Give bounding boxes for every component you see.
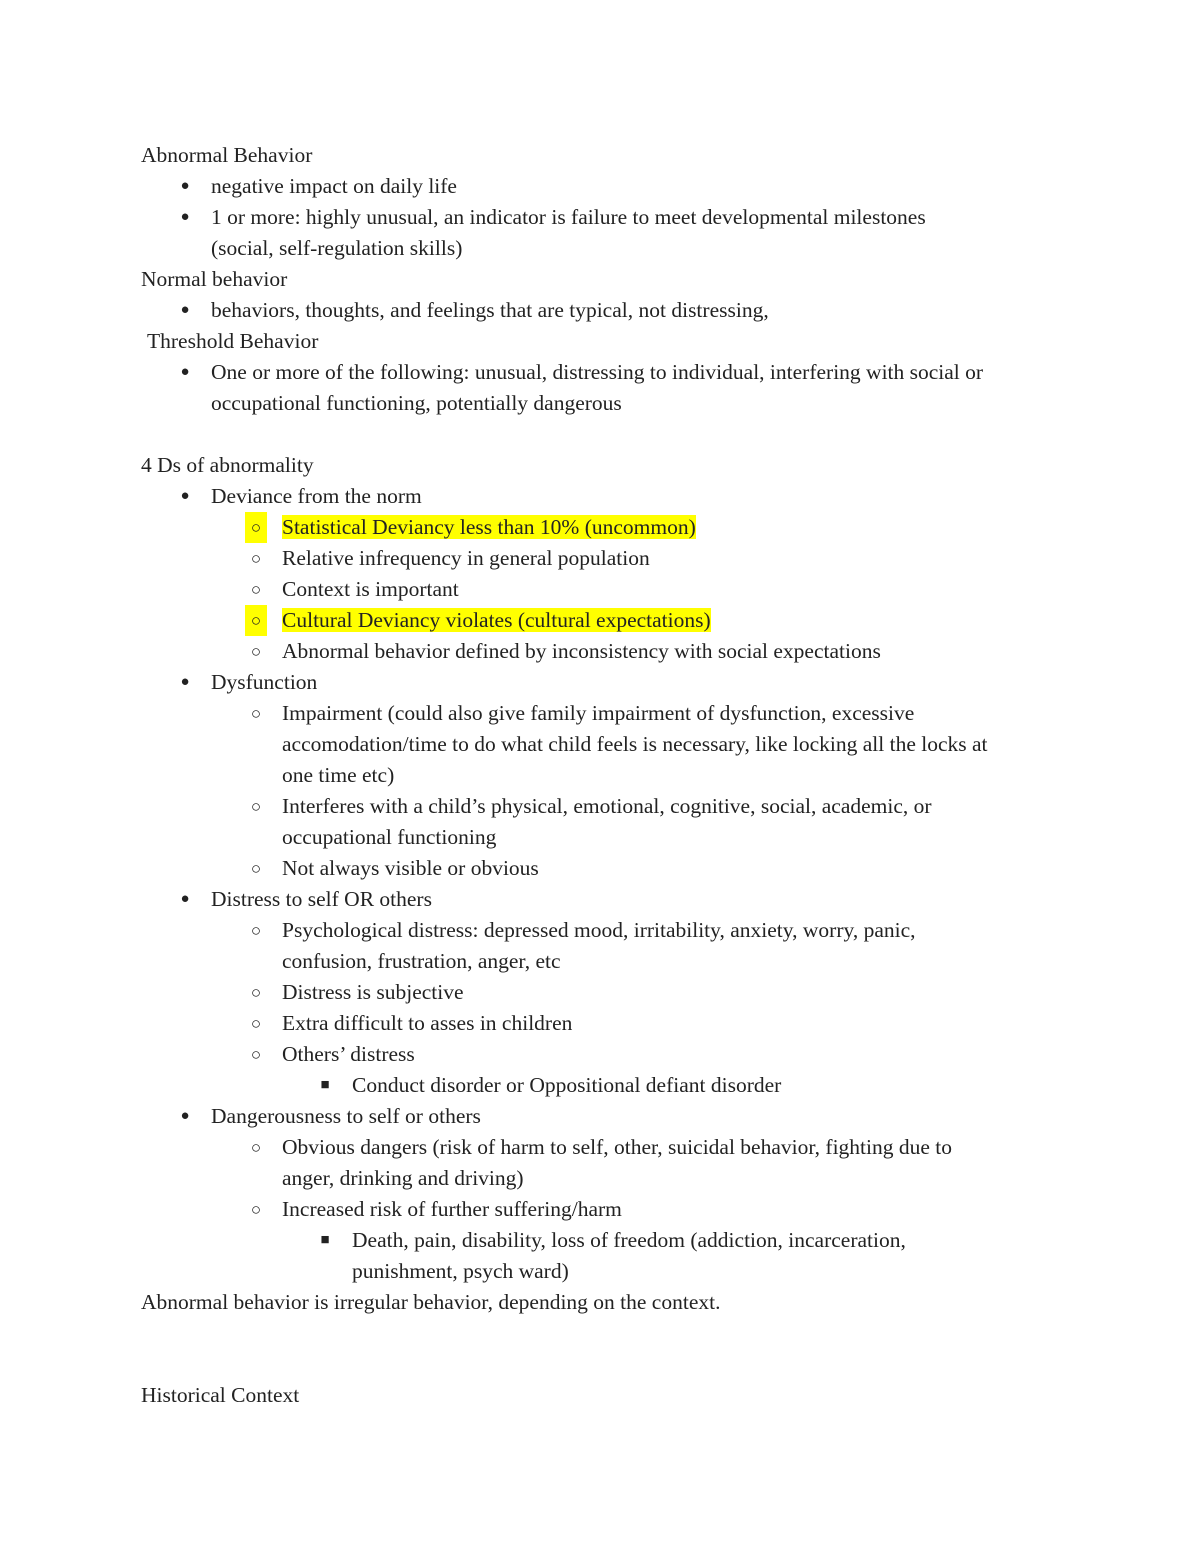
circle-bullet-icon: ○ [250,1138,262,1157]
bullet-icon: ● [180,178,190,194]
sub-item-continuation: anger, drinking and driving) [282,1166,524,1190]
sub-item: ○ Others’ distress [0,1039,1200,1070]
sub-sub-item: ■ Conduct disorder or Oppositional defiant disorder [0,1070,1200,1101]
blank-line [0,1318,1200,1349]
circle-bullet-icon: ○ [250,549,262,568]
circle-bullet-icon: ○ [245,605,267,636]
list-item-deviance: ● Deviance from the norm [0,481,1200,512]
list-item-continuation: occupational functioning, potentially dangerous [211,391,622,415]
circle-bullet-icon: ○ [250,580,262,599]
bullet-icon: ● [180,209,190,225]
list-item: ● One or more of the following: unusual, distressing to individual, interfering with social or [0,357,1200,388]
blank-line [0,419,1200,450]
sub-item: ○ Psychological distress: depressed mood, irritability, anxiety, worry, panic, [0,915,1200,946]
list-item: ● 1 or more: highly unusual, an indicator is failure to meet developmental milestones [0,202,1200,233]
list-item-continuation: (social, self-regulation skills) [211,236,463,260]
sub-sub-item-continuation: punishment, psych ward) [352,1259,569,1283]
highlighted-text: Cultural Deviancy violates (cultural expectations) [282,608,711,632]
heading-normal-behavior: Normal behavior [141,267,288,291]
bullet-icon: ● [180,891,190,907]
heading-threshold-behavior: Threshold Behavior [147,329,319,353]
sub-item-continuation: occupational functioning [282,825,497,849]
circle-bullet-icon: ○ [250,1200,262,1219]
circle-bullet-icon: ○ [250,797,262,816]
summary-text: Abnormal behavior is irregular behavior, depending on the context. [141,1290,721,1314]
heading-abnormal-behavior: Abnormal Behavior [141,143,313,167]
bullet-icon: ● [180,488,190,504]
sub-item: ○ Impairment (could also give family impairment of dysfunction, excessive [0,698,1200,729]
sub-item: ○ Not always visible or obvious [0,853,1200,884]
circle-bullet-icon: ○ [250,1045,262,1064]
list-item: ● negative impact on daily life [0,171,1200,202]
circle-bullet-icon: ○ [250,1014,262,1033]
heading-historical-context: Historical Context [141,1383,300,1407]
list-item: ● behaviors, thoughts, and feelings that are typical, not distressing, [0,295,1200,326]
square-bullet-icon: ■ [320,1077,330,1093]
bullet-icon: ● [180,674,190,690]
circle-bullet-icon: ○ [250,642,262,661]
sub-item [0,605,1200,636]
sub-item-continuation: one time etc) [282,763,395,787]
sub-item: ○ Extra difficult to asses in children [0,1008,1200,1039]
circle-bullet-icon: ○ [250,983,262,1002]
sub-item: ○ Context is important [0,574,1200,605]
sub-item: ○ Relative infrequency in general population [0,543,1200,574]
sub-item: ○ Abnormal behavior defined by inconsistency with social expectations [0,636,1200,667]
list-item-distress: ● Distress to self OR others [0,884,1200,915]
bullet-icon: ● [180,302,190,318]
sub-item: ○ Obvious dangers (risk of harm to self, other, suicidal behavior, fighting due to [0,1132,1200,1163]
heading-four-ds: 4 Ds of abnormality [141,453,314,477]
list-item-dysfunction: ● Dysfunction [0,667,1200,698]
list-item-dangerousness: ● Dangerousness to self or others [0,1101,1200,1132]
highlighted-text: Statistical Deviancy less than 10% (uncommon) [282,515,696,539]
sub-sub-item: ■ Death, pain, disability, loss of freedom (addiction, incarceration, [0,1225,1200,1256]
sub-item: ○ Increased risk of further suffering/harm [0,1194,1200,1225]
square-bullet-icon: ■ [320,1232,330,1248]
circle-bullet-icon: ○ [250,859,262,878]
circle-bullet-icon: ○ [250,921,262,940]
document-page [0,140,1200,1411]
sub-item-continuation: confusion, frustration, anger, etc [282,949,561,973]
sub-item [0,512,1200,543]
sub-item: ○ Distress is subjective [0,977,1200,1008]
bullet-icon: ● [180,364,190,380]
circle-bullet-icon: ○ [250,704,262,723]
sub-item-continuation: accomodation/time to do what child feels is necessary, like locking all the locks at [282,732,988,756]
sub-item: ○ Interferes with a child’s physical, emotional, cognitive, social, academic, or [0,791,1200,822]
circle-bullet-icon: ○ [245,512,267,543]
blank-line [0,1349,1200,1380]
bullet-icon: ● [180,1108,190,1124]
